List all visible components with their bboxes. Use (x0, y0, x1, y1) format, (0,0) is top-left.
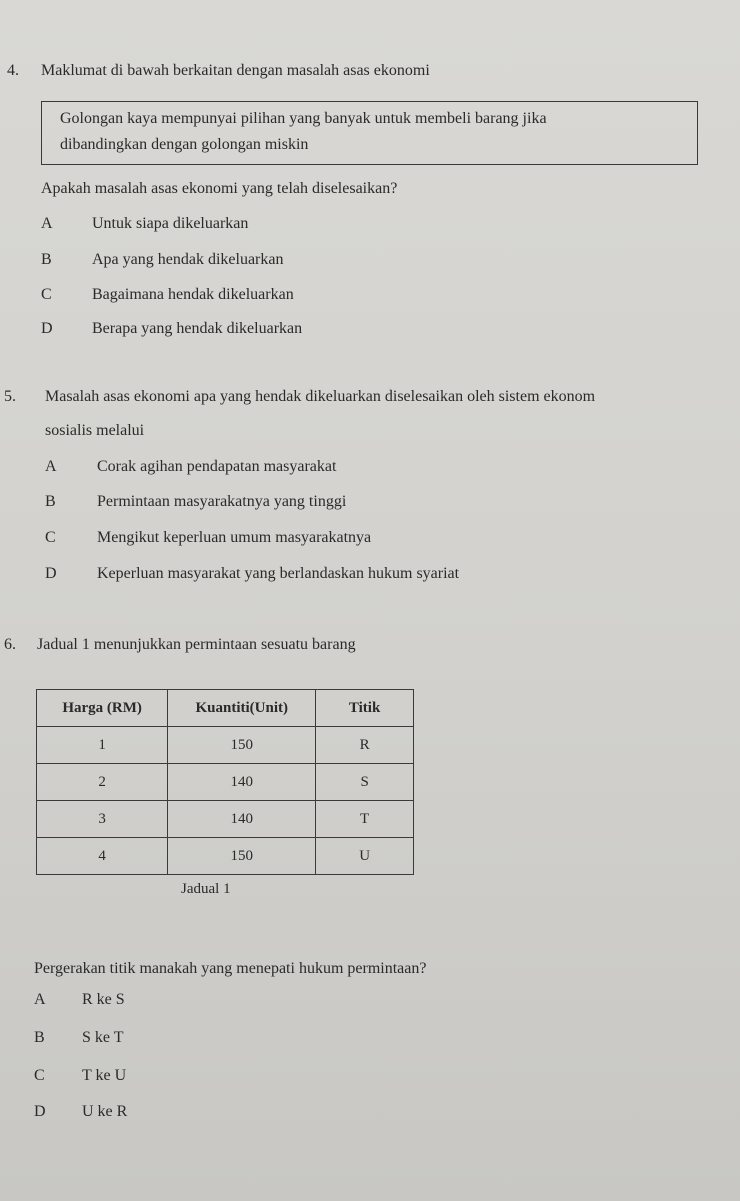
demand-table (36, 689, 414, 875)
q6-stem: Jadual 1 menunjukkan permintaan sesuatu barang (37, 636, 356, 653)
q4-info-box (41, 101, 698, 165)
table-cell: 150 (168, 727, 316, 764)
q5-stem-line2: sosialis melalui (45, 422, 145, 439)
q4-option-c-text: Bagaimana hendak dikeluarkan (92, 286, 294, 303)
q4-box-line1: Golongan kaya mempunyai pilihan yang banyak untuk membeli barang jika (60, 110, 547, 127)
q4-option-c-letter: C (41, 286, 52, 303)
q4-box-line2: dibandingkan dengan golongan miskin (60, 136, 309, 153)
q5-option-c-letter: C (45, 529, 56, 546)
table-row (37, 838, 414, 875)
table-cell: 140 (168, 801, 316, 838)
table-header-row (37, 690, 414, 727)
table-header-price: Harga (RM) (37, 690, 168, 727)
q5-number: 5. (4, 388, 16, 405)
table-cell: R (316, 727, 414, 764)
q4-number: 4. (7, 62, 19, 79)
table-cell: 1 (37, 727, 168, 764)
table-row (37, 727, 414, 764)
q6-option-a-text: R ke S (82, 991, 125, 1008)
q6-option-c-letter: C (34, 1067, 45, 1084)
table-cell: S (316, 764, 414, 801)
q5-option-b-text: Permintaan masyarakatnya yang tinggi (97, 493, 347, 510)
table-header-point: Titik (316, 690, 414, 727)
q6-number: 6. (4, 636, 16, 653)
q5-option-d-letter: D (45, 565, 57, 582)
q5-stem-line1: Masalah asas ekonomi apa yang hendak dikeluarkan diselesaikan oleh sistem ekonom (45, 388, 596, 405)
q5-option-d-text: Keperluan masyarakat yang berlandaskan hukum syariat (97, 565, 460, 582)
q4-option-a-text: Untuk siapa dikeluarkan (92, 215, 249, 232)
q4-question: Apakah masalah asas ekonomi yang telah diselesaikan? (41, 180, 398, 197)
table-cell: 3 (37, 801, 168, 838)
q5-option-a-text: Corak agihan pendapatan masyarakat (97, 458, 337, 475)
table-cell: 4 (37, 838, 168, 875)
q4-option-a-letter: A (41, 215, 53, 232)
q6-option-d-text: U ke R (82, 1103, 128, 1120)
q6-option-d-letter: D (34, 1103, 46, 1120)
table-cell: 150 (168, 838, 316, 875)
q6-question: Pergerakan titik manakah yang menepati hukum permintaan? (34, 960, 427, 977)
q4-option-d-text: Berapa yang hendak dikeluarkan (92, 320, 303, 337)
q6-option-a-letter: A (34, 991, 46, 1008)
q5-option-c-text: Mengikut keperluan umum masyarakatnya (97, 529, 372, 546)
q4-option-b-letter: B (41, 251, 52, 268)
table-cell: 2 (37, 764, 168, 801)
table-cell: T (316, 801, 414, 838)
q4-option-d-letter: D (41, 320, 53, 337)
q6-option-c-text: T ke U (82, 1067, 127, 1084)
table-row (37, 801, 414, 838)
q6-option-b-text: S ke T (82, 1029, 124, 1046)
q4-stem: Maklumat di bawah berkaitan dengan masalah asas ekonomi (41, 62, 430, 79)
table-cell: 140 (168, 764, 316, 801)
table-row (37, 764, 414, 801)
q5-option-b-letter: B (45, 493, 56, 510)
q6-option-b-letter: B (34, 1029, 45, 1046)
table-header-quantity: Kuantiti(Unit) (168, 690, 316, 727)
table-caption: Jadual 1 (181, 881, 231, 897)
table-cell: U (316, 838, 414, 875)
q5-option-a-letter: A (45, 458, 57, 475)
q4-option-b-text: Apa yang hendak dikeluarkan (92, 251, 284, 268)
